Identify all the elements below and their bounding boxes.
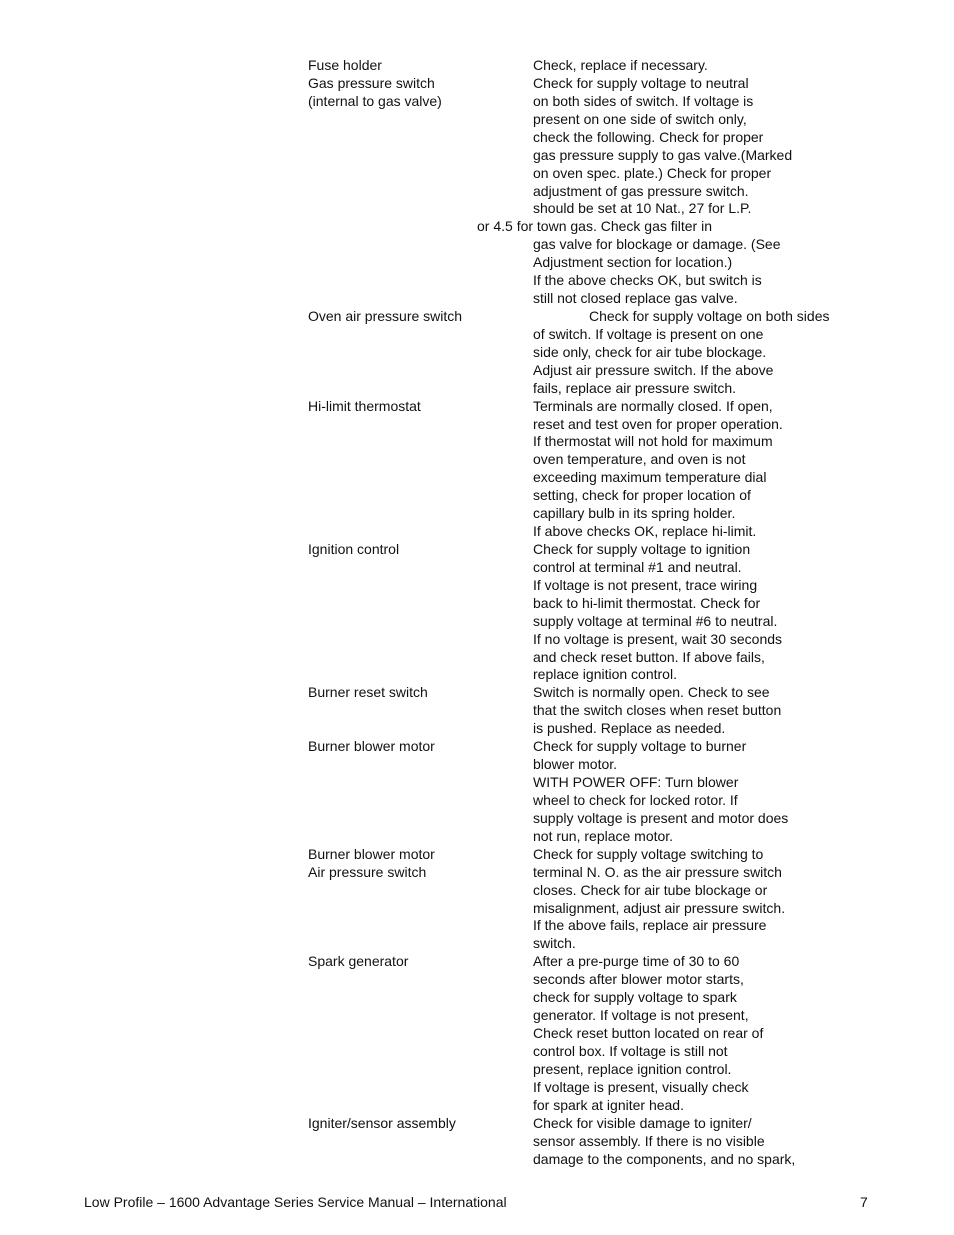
procedure-line: If voltage is not present, trace wiring <box>533 577 758 593</box>
footer-title: Low Profile – 1600 Advantage Series Service Manual – International <box>84 1194 507 1210</box>
component-name: Burner blower motor <box>308 846 435 862</box>
procedure-line: If above checks OK, replace hi-limit. <box>533 523 757 539</box>
procedure-line: is pushed. Replace as needed. <box>533 720 726 736</box>
procedure-line: and check reset button. If above fails, <box>533 649 765 665</box>
procedure-line: seconds after blower motor starts, <box>533 971 744 987</box>
procedure-line: on both sides of switch. If voltage is <box>533 93 754 109</box>
procedure-line: generator. If voltage is not present, <box>533 1007 749 1023</box>
component-name: Air pressure switch <box>308 864 427 880</box>
procedure-line: back to hi-limit thermostat. Check for <box>533 595 761 611</box>
procedure-line: control at terminal #1 and neutral. <box>533 559 742 575</box>
procedure-line: If thermostat will not hold for maximum <box>533 433 773 449</box>
procedure-line: replace ignition control. <box>533 666 677 682</box>
procedure-line: supply voltage at terminal #6 to neutral. <box>533 613 778 629</box>
procedure-line: misalignment, adjust air pressure switch. <box>533 900 786 916</box>
procedure-line: capillary bulb in its spring holder. <box>533 505 736 521</box>
procedure-line: After a pre-purge time of 30 to 60 <box>533 953 740 969</box>
procedure-line: terminal N. O. as the air pressure switch <box>533 864 782 880</box>
procedure-line: side only, check for air tube blockage. <box>533 344 767 360</box>
procedure-line: Terminals are normally closed. If open, <box>533 398 773 414</box>
procedure-line: Check for visible damage to igniter/ <box>533 1115 752 1131</box>
procedure-line: control box. If voltage is still not <box>533 1043 728 1059</box>
procedure-line: damage to the components, and no spark, <box>533 1151 796 1167</box>
component-name: Hi-limit thermostat <box>308 398 421 414</box>
procedure-line: of switch. If voltage is present on one <box>533 326 764 342</box>
procedure-line: Check for supply voltage to ignition <box>533 541 751 557</box>
procedure-line: closes. Check for air tube blockage or <box>533 882 768 898</box>
procedure-line: wheel to check for locked rotor. If <box>533 792 738 808</box>
component-name: Burner reset switch <box>308 684 428 700</box>
procedure-line: Switch is normally open. Check to see <box>533 684 770 700</box>
procedure-line: present, replace ignition control. <box>533 1061 732 1077</box>
component-name: Gas pressure switch <box>308 75 435 91</box>
procedure-line: present on one side of switch only, <box>533 111 747 127</box>
procedure-line: oven temperature, and oven is not <box>533 451 746 467</box>
procedure-line: Adjust air pressure switch. If the above <box>533 362 774 378</box>
procedure-line: Check reset button located on rear of <box>533 1025 764 1041</box>
procedure-line: sensor assembly. If there is no visible <box>533 1133 765 1149</box>
procedure-line: switch. <box>533 935 576 951</box>
procedure-line: exceeding maximum temperature dial <box>533 469 767 485</box>
component-name: Spark generator <box>308 953 409 969</box>
procedure-line: Check for supply voltage to burner <box>533 738 747 754</box>
component-name: (internal to gas valve) <box>308 93 442 109</box>
procedure-line: reset and test oven for proper operation. <box>533 416 783 432</box>
procedure-line: check the following. Check for proper <box>533 129 764 145</box>
page-number: 7 <box>860 1194 868 1210</box>
procedure-line: blower motor. <box>533 756 618 772</box>
procedure-line: If the above checks OK, but switch is <box>533 272 762 288</box>
procedure-line: check for supply voltage to spark <box>533 989 737 1005</box>
component-name: Igniter/sensor assembly <box>308 1115 456 1131</box>
procedure-line: WITH POWER OFF: Turn blower <box>533 774 739 790</box>
procedure-line: If no voltage is present, wait 30 seconds <box>533 631 783 647</box>
procedure-line: Check, replace if necessary. <box>533 57 708 73</box>
procedure-line: If voltage is present, visually check <box>533 1079 749 1095</box>
component-name: Burner blower motor <box>308 738 435 754</box>
component-name: Oven air pressure switch <box>308 308 463 324</box>
procedure-line: or 4.5 for town gas. Check gas filter in <box>477 218 712 234</box>
procedure-line: gas valve for blockage or damage. (See <box>533 236 781 252</box>
procedure-line: that the switch closes when reset button <box>533 702 782 718</box>
component-name: Fuse holder <box>308 57 382 73</box>
procedure-line: still not closed replace gas valve. <box>533 290 738 306</box>
procedure-line: Check for supply voltage to neutral <box>533 75 749 91</box>
procedure-line: should be set at 10 Nat., 27 for L.P. <box>533 200 752 216</box>
procedure-line: not run, replace motor. <box>533 828 674 844</box>
component-name: Ignition control <box>308 541 400 557</box>
procedure-line: Check for supply voltage on both sides <box>589 308 830 324</box>
procedure-line: Adjustment section for location.) <box>533 254 733 270</box>
procedure-line: supply voltage is present and motor does <box>533 810 789 826</box>
procedure-line: adjustment of gas pressure switch. <box>533 183 749 199</box>
procedure-line: fails, replace air pressure switch. <box>533 380 737 396</box>
procedure-line: Check for supply voltage switching to <box>533 846 764 862</box>
procedure-line: setting, check for proper location of <box>533 487 751 503</box>
procedure-line: on oven spec. plate.) Check for proper <box>533 165 772 181</box>
procedure-line: gas pressure supply to gas valve.(Marked <box>533 147 793 163</box>
procedure-line: for spark at igniter head. <box>533 1097 684 1113</box>
procedure-line: If the above fails, replace air pressure <box>533 917 767 933</box>
